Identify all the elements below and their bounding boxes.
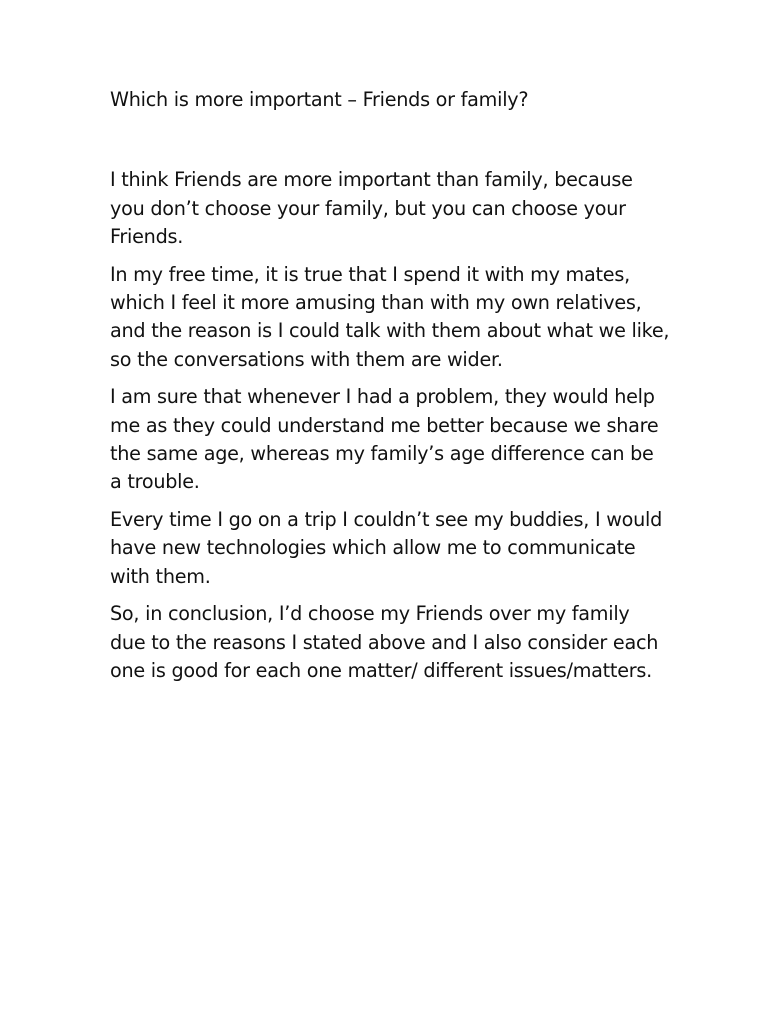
paragraph-1: I think Friends are more important than family, because you don’t choose your family, but you can choose your Friends. <box>110 168 633 249</box>
paragraph-4: Every time I go on a trip I couldn’t see my buddies, I would have new technologies which allow me to communicate with them. <box>110 507 663 588</box>
document-body <box>110 86 670 694</box>
document-title: Which is more important – Friends or family? <box>110 88 529 111</box>
paragraph-3: I am sure that whenever I had a problem, they would help me as they could understand me better because we share the same age, whereas my family’s age difference can be a trouble. <box>110 385 659 494</box>
paragraph-2: In my free time, it is true that I spend it with my mates, which I feel it more amusing than with my own relatives, and the reason is I could talk with them about what we like, so the conversations with them are wider. <box>110 262 670 371</box>
paragraph-5: So, in conclusion, I’d choose my Friends over my family due to the reasons I stated above and I also consider each one is good for each one matter/ different issues/matters. <box>110 602 659 682</box>
